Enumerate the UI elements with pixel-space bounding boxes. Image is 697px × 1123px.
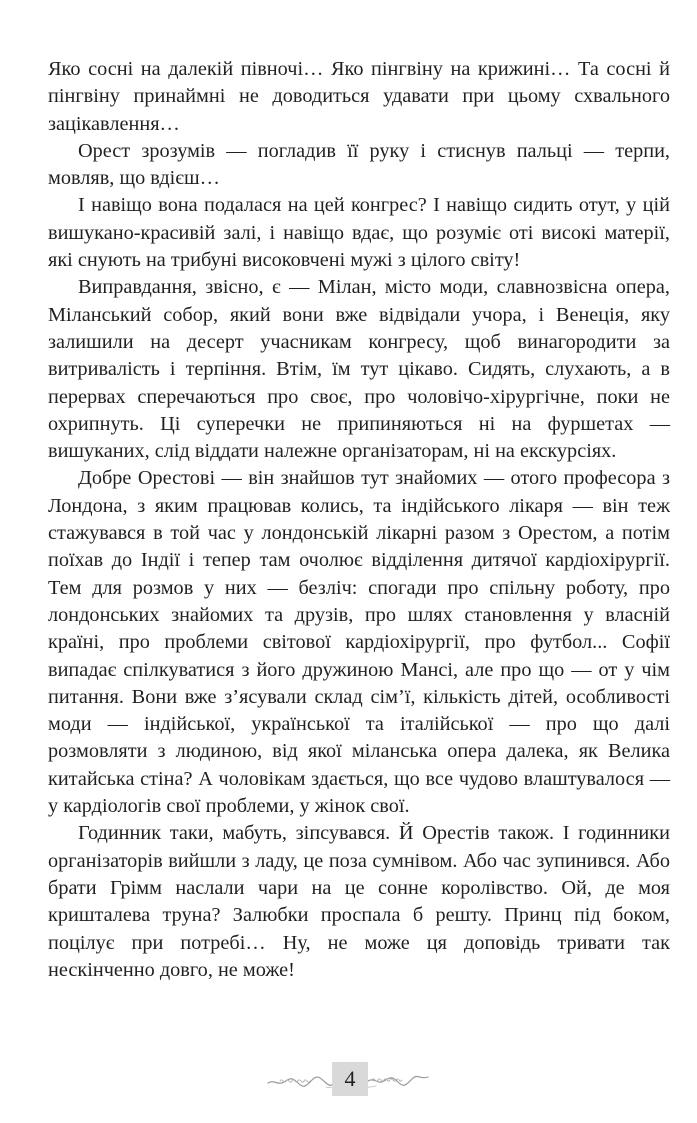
paragraph-2: Орест зрозумів — погладив її руку і стиснув пальці — терпи, мовляв, що вдієш… [48, 139, 670, 190]
paragraph-6: Годинник таки, мабуть, зіпсувався. Й Орестів також. І годинники організаторів вийшли з ладу, це поза сумнівом. Або час зупинився. Або брати Грімм наслали чари на це сонне королівство. Ой, де моя кришталева труна? Залюбки проспала б решту. Принц під боком, поцілує при потребі… Ну, не може ця доповідь тривати так нескінченно довго, не може! [48, 822, 670, 981]
body-text [48, 56, 670, 984]
page-footer [0, 1060, 697, 1100]
paragraph-3: І навіщо вона подалася на цей конгрес? І навіщо сидить отут, у цій вишукано-красивій залі, і навіщо вдає, що розуміє оті високі матерії, які снують на трибуні високовчені мужі з цілого світу! [48, 194, 670, 272]
paragraph-1: Яко сосні на далекій півночі… Яко пінгвіну на крижині… Та сосні й пінгвіну принаймні не доводиться удавати при цьому схвального зацікавлення… [48, 58, 670, 135]
page-number: 4 [344, 1066, 356, 1091]
paragraph-5: Добре Орестові — він знайшов тут знайомих — отого професора з Лондона, з яким працював колись, та індійського лікаря — він теж стажувався в той час у лондонській лікарні разом з Орестом, а потім поїхав до Індії і тепер там очолює відділення дитячої кардіохірургії. Тем для розмов у них — безліч: спогади про спільну роботу, про лондонських знайомих та друзів, про шлях становлення у власній країні, про проблеми світової кардіохірургії, про футбол... Софії випадає спілкуватися з його дружиною Мансі, але про що — от у чім питання. Вони вже з’ясували склад сім’ї, кількість дітей, особливості моди — індійської, української та італійської — про що далі розмовляти з людиною, від якої міланська опера далека, як Велика китайська стіна? А чоловікам здається, що все чудово влаштувалося — у кардіологів свої проблеми, у жінок свої. [48, 467, 670, 818]
paragraph-4: Виправдання, звісно, є — Мілан, місто моди, славнозвісна опера, Міланський собор, який вони вже відвідали учора, і Венеція, яку залишили на десерт учасникам конгресу, щоб винагородити за витривалість і терпіння. Втім, їм тут цікаво. Сидять, слухають, а в перервах сперечаються про своє, про чоловічо-хірургічне, поки не охрипнуть. Ці суперечки не припиняються ні на фуршетах — вишуканих, слід віддати належне організаторам, ні на екскурсіях. [48, 276, 670, 463]
